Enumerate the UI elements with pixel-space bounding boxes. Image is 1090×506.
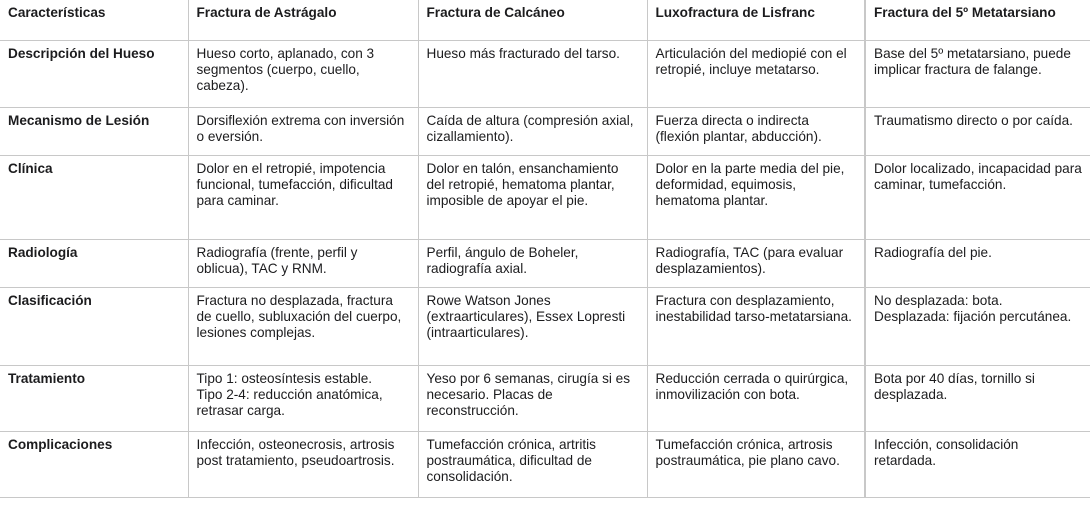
table-cell: Dorsiflexión extrema con inversión o eversión. bbox=[188, 108, 418, 156]
row-label: Radiología bbox=[0, 240, 188, 288]
table-cell: Hueso más fracturado del tarso. bbox=[418, 41, 647, 108]
header-caracteristicas: Características bbox=[0, 0, 188, 41]
table-cell: Infección, consolidación retardada. bbox=[865, 432, 1090, 498]
table-cell: Fuerza directa o indirecta (flexión plantar, abducción). bbox=[647, 108, 865, 156]
table-cell: Tumefacción crónica, artrosis postraumática, pie plano cavo. bbox=[647, 432, 865, 498]
table-row bbox=[0, 366, 1090, 432]
table-cell: Infección, osteonecrosis, artrosis post tratamiento, pseudoartrosis. bbox=[188, 432, 418, 498]
table-row bbox=[0, 156, 1090, 240]
table-cell: Dolor en la parte media del pie, deformidad, equimosis, hematoma plantar. bbox=[647, 156, 865, 240]
table-row bbox=[0, 108, 1090, 156]
header-lisfranc: Luxofractura de Lisfranc bbox=[647, 0, 865, 41]
table-cell: Traumatismo directo o por caída. bbox=[865, 108, 1090, 156]
header-astragalo: Fractura de Astrágalo bbox=[188, 0, 418, 41]
table-cell: Hueso corto, aplanado, con 3 segmentos (cuerpo, cuello, cabeza). bbox=[188, 41, 418, 108]
row-label: Tratamiento bbox=[0, 366, 188, 432]
table-cell: Yeso por 6 semanas, cirugía si es necesario. Placas de reconstrucción. bbox=[418, 366, 647, 432]
table-cell: Tipo 1: osteosíntesis estable. Tipo 2-4: reducción anatómica, retrasar carga. bbox=[188, 366, 418, 432]
row-label: Descripción del Hueso bbox=[0, 41, 188, 108]
row-label: Mecanismo de Lesión bbox=[0, 108, 188, 156]
table-cell: Reducción cerrada o quirúrgica, inmovilización con bota. bbox=[647, 366, 865, 432]
row-label: Clínica bbox=[0, 156, 188, 240]
table-cell: Tumefacción crónica, artritis postraumática, dificultad de consolidación. bbox=[418, 432, 647, 498]
table-cell: Perfil, ángulo de Boheler, radiografía axial. bbox=[418, 240, 647, 288]
table-cell: No desplazada: bota. Desplazada: fijación percutánea. bbox=[865, 288, 1090, 366]
table-cell: Dolor en el retropié, impotencia funcional, tumefacción, dificultad para caminar. bbox=[188, 156, 418, 240]
table-cell: Fractura con desplazamiento, inestabilidad tarso-metatarsiana. bbox=[647, 288, 865, 366]
header-calcaneo: Fractura de Calcáneo bbox=[418, 0, 647, 41]
table-cell: Radiografía (frente, perfil y oblicua), TAC y RNM. bbox=[188, 240, 418, 288]
row-label: Complicaciones bbox=[0, 432, 188, 498]
table-cell: Articulación del mediopié con el retropié, incluye metatarso. bbox=[647, 41, 865, 108]
table-row bbox=[0, 41, 1090, 108]
table-cell: Radiografía del pie. bbox=[865, 240, 1090, 288]
table-row bbox=[0, 240, 1090, 288]
table-cell: Base del 5º metatarsiano, puede implicar fractura de falange. bbox=[865, 41, 1090, 108]
table-cell: Bota por 40 días, tornillo si desplazada. bbox=[865, 366, 1090, 432]
table-row bbox=[0, 288, 1090, 366]
table-cell: Dolor localizado, incapacidad para caminar, tumefacción. bbox=[865, 156, 1090, 240]
table-header-row bbox=[0, 0, 1090, 41]
table-row bbox=[0, 432, 1090, 498]
table-cell: Fractura no desplazada, fractura de cuello, subluxación del cuerpo, lesiones complejas. bbox=[188, 288, 418, 366]
table-cell: Radiografía, TAC (para evaluar desplazamientos). bbox=[647, 240, 865, 288]
row-label: Clasificación bbox=[0, 288, 188, 366]
table-cell: Rowe Watson Jones (extraarticulares), Essex Lopresti (intraarticulares). bbox=[418, 288, 647, 366]
table-cell: Caída de altura (compresión axial, cizallamiento). bbox=[418, 108, 647, 156]
table-cell: Dolor en talón, ensanchamiento del retropié, hematoma plantar, imposible de apoyar el pie. bbox=[418, 156, 647, 240]
header-quinto-metatarsiano: Fractura del 5º Metatarsiano bbox=[865, 0, 1090, 41]
